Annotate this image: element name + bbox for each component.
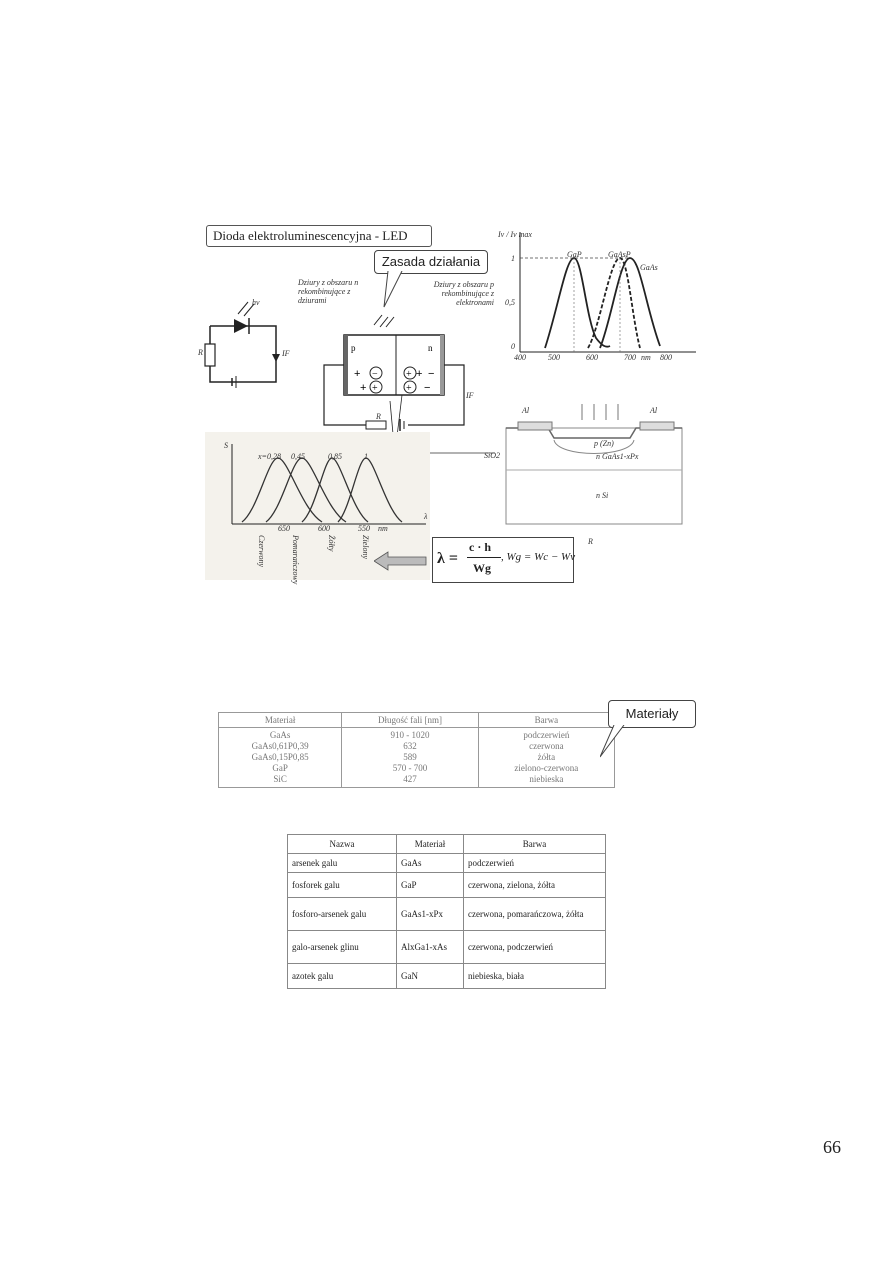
table-row [288, 964, 606, 989]
spectrum-series-label: GaAs [640, 263, 658, 272]
sensitivity-x-value: 0,45 [291, 452, 305, 461]
svg-text:+: + [406, 369, 412, 380]
sensitivity-x-label: λ [424, 512, 428, 521]
svg-text:−: − [428, 368, 435, 380]
sensitivity-y-label: S [224, 441, 228, 450]
spectrum-x-tick: 700 [624, 353, 636, 362]
spectrum-y-tick: 0 [511, 342, 515, 351]
table1-wavelength: 632 [403, 741, 417, 751]
led-circuit-diagram [198, 296, 288, 388]
table2-material: GaP [397, 873, 464, 898]
table2-material: AlxGa1-xAs [397, 931, 464, 964]
table2-color: podczerwień [464, 854, 606, 873]
table2-header: Nazwa [288, 835, 397, 854]
table2-color: czerwona, podczerwień [464, 931, 606, 964]
spectrum-series-label: GaAsP [608, 250, 631, 259]
spectrum-x-tick: 800 [660, 353, 672, 362]
sensitivity-x-unit: nm [378, 524, 388, 533]
led-materials-table [287, 834, 606, 989]
structure-n-substrate: n Si [596, 491, 609, 500]
table2-name: fosforek galu [288, 873, 397, 898]
table1-material: GaAs0,15P0,85 [251, 752, 309, 762]
materials-callout: Materiały [608, 700, 696, 728]
sensitivity-x-value: 0,85 [328, 452, 342, 461]
table1-wavelength: 570 - 700 [392, 763, 428, 773]
spectrum-y-label: Iv / Iv max [498, 230, 532, 239]
table2-name: galo-arsenek glinu [288, 931, 397, 964]
materials-wavelength-table [218, 712, 615, 788]
circuit-resistor-label: R [198, 348, 203, 357]
structure-p-layer: p (Zn) [594, 439, 614, 448]
table1-material: GaP [272, 763, 288, 773]
spectrum-x-tick: 400 [514, 353, 526, 362]
formula-lambda: λ = [437, 550, 458, 567]
table1-color: żółta [537, 752, 556, 762]
table1-material: GaAs0,61P0,39 [251, 741, 309, 751]
svg-text:+: + [372, 383, 378, 394]
emission-spectrum-chart [500, 228, 700, 368]
table2-name: azotek galu [288, 964, 397, 989]
table1-wavelength: 427 [403, 774, 417, 784]
formula-denominator: Wg [473, 561, 491, 575]
table2-material: GaAs [397, 854, 464, 873]
table1-material: GaAs [269, 730, 291, 740]
junction-resistor-label: R [376, 412, 381, 421]
svg-text:+: + [416, 368, 423, 380]
table1-wavelength: 910 - 1020 [390, 730, 430, 740]
table2-name: arsenek galu [288, 854, 397, 873]
svg-text:+: + [360, 382, 367, 394]
structure-n-layer: n GaAs1-xPx [596, 452, 639, 461]
table1-color: zielono-czerwona [514, 763, 579, 773]
svg-text:−: − [424, 382, 431, 394]
table2-color: czerwona, zielona, żółta [464, 873, 606, 898]
slide-title: Dioda elektroluminescencyjna - LED [206, 225, 432, 247]
sensitivity-chart [210, 440, 430, 530]
table2-header: Materiał [397, 835, 464, 854]
circuit-hv-label: hν [252, 298, 260, 307]
table1-header: Barwa [478, 713, 614, 728]
table-row [288, 873, 606, 898]
table2-color: niebieska, biała [464, 964, 606, 989]
table2-name: fosforo-arsenek galu [288, 898, 397, 931]
formula-rest: , Wg = Wc − Wv [501, 551, 576, 563]
table2-header: Barwa [464, 835, 606, 854]
sensitivity-color-label: Czerwony [257, 535, 266, 567]
pn-junction-diagram [318, 305, 468, 437]
table1-color: czerwona [529, 741, 564, 751]
principle-callout: Zasada działania [374, 250, 488, 274]
svg-text:+: + [406, 383, 412, 394]
structure-sio2: SiO2 [484, 451, 500, 460]
left-arrow-icon [374, 551, 428, 571]
formula-numerator: c · h [469, 540, 492, 554]
table-row [288, 898, 606, 931]
formula-fraction-line [467, 557, 501, 558]
svg-text:n: n [428, 343, 433, 353]
sensitivity-x-tick: 650 [278, 524, 290, 533]
spectrum-series-label: GaP [567, 250, 582, 259]
structure-al-left: Al [522, 406, 530, 415]
structure-bottom-label: R [588, 537, 593, 546]
sensitivity-x-tick: 600 [318, 524, 330, 533]
table1-color: podczerwień [523, 730, 570, 740]
sensitivity-color-label: Żółty [327, 535, 336, 552]
spectrum-x-tick: 600 [586, 353, 598, 362]
table2-color: czerwona, pomarańczowa, żółta [464, 898, 606, 931]
table2-material: GaAs1-xPx [397, 898, 464, 931]
sensitivity-color-label: Zielony [361, 535, 370, 559]
spectrum-y-tick: 0,5 [505, 298, 515, 307]
table1-material: SiC [273, 774, 287, 784]
holes-p-label: Dziury z obszaru p rekombinujące z elektronami [433, 280, 494, 307]
svg-text:−: − [372, 369, 378, 380]
sensitivity-color-label: Pomarańczowy [291, 535, 300, 585]
table-row [288, 931, 606, 964]
table2-material: GaN [397, 964, 464, 989]
materials-callout-pointer [600, 725, 630, 761]
sensitivity-x-value: 1 [364, 452, 368, 461]
svg-text:p: p [351, 343, 356, 353]
led-structure-diagram [498, 400, 684, 528]
circuit-current-label: IF [282, 349, 290, 358]
junction-current-label: IF [466, 391, 474, 400]
table1-header: Materiał [219, 713, 342, 728]
table1-color: niebieska [529, 774, 564, 784]
table1-wavelength: 589 [403, 752, 417, 762]
structure-al-right: Al [650, 406, 658, 415]
spectrum-x-tick: 500 [548, 353, 560, 362]
page-number: 66 [823, 1137, 841, 1157]
table1-header: Długość fali [nm] [342, 713, 478, 728]
spectrum-y-tick: 1 [511, 254, 515, 263]
wavelength-formula [432, 537, 574, 583]
sensitivity-x-value: x=0,28 [258, 452, 281, 461]
sensitivity-x-tick: 550 [358, 524, 370, 533]
spectrum-x-unit: nm [641, 353, 651, 362]
table-row [288, 854, 606, 873]
holes-n-label: Dziury z obszaru n rekombinujące z dziurami [298, 278, 359, 305]
svg-text:+: + [354, 368, 361, 380]
